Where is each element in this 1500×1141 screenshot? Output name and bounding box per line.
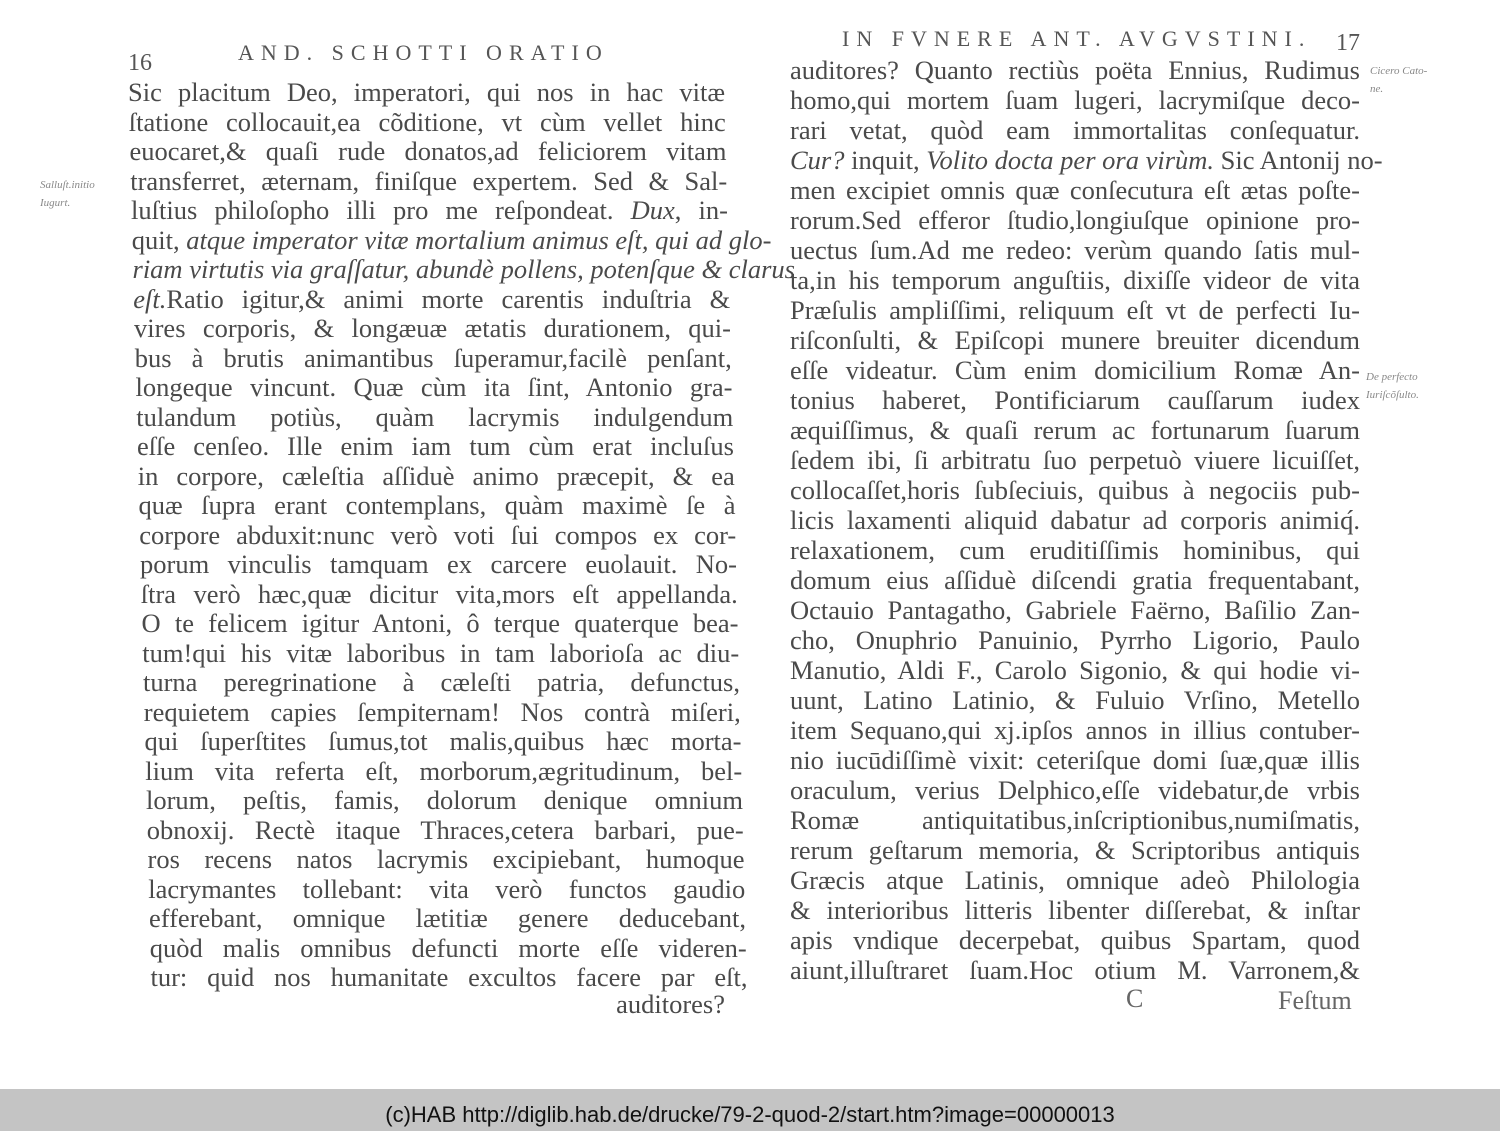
text-segment: qui ſuperſtites ſumus,tot malis,quibus hæc morta- bbox=[144, 726, 742, 756]
text-line bbox=[790, 535, 1360, 565]
text-line bbox=[790, 955, 1360, 985]
text-segment: , in- bbox=[674, 195, 728, 225]
margin-note-line: Iuriſcõſulto. bbox=[1366, 389, 1419, 401]
text-segment: ſtra verò hæc,quæ dicitur vita,mors eſt appellanda. bbox=[140, 578, 738, 609]
text-line bbox=[790, 145, 1383, 175]
text-segment: tulandum potiùs, quàm lacrymis indulgendum bbox=[136, 401, 734, 432]
text-segment: domum eius aſſiduè diſcendi gratia frequentabant, bbox=[790, 565, 1360, 595]
text-line bbox=[790, 715, 1360, 745]
text-line bbox=[790, 685, 1360, 715]
text-line bbox=[132, 254, 795, 284]
text-segment: in corpore, cæleſtia aſſiduè animo præcepit, & ea bbox=[137, 460, 735, 491]
text-line bbox=[790, 925, 1360, 955]
italic-text: Cur? bbox=[790, 145, 845, 175]
running-head: AND. SCHOTTI ORATIO bbox=[238, 40, 609, 65]
text-line bbox=[133, 284, 730, 314]
text-segment: efferebant, omnique lætitiæ genere deducebant, bbox=[149, 903, 746, 933]
text-line bbox=[140, 549, 737, 579]
text-line bbox=[129, 107, 726, 137]
text-line bbox=[130, 166, 727, 196]
text-line bbox=[134, 313, 731, 343]
page-number: 16 bbox=[128, 50, 152, 76]
text-segment: collocaſſet,horis ſubſeciuis, quibus à negociis pub- bbox=[790, 475, 1360, 505]
italic-text: Volito docta per ora virùm. bbox=[926, 145, 1215, 175]
text-line bbox=[142, 638, 739, 668]
margin-note-line: ne. bbox=[1370, 83, 1384, 95]
text-segment: Sic placitum Deo, imperatori, qui nos in hac vitæ bbox=[128, 77, 725, 107]
margin-note-line: Cicero Cato- bbox=[1370, 65, 1428, 77]
text-segment: lacrymantes tollebant: vita verò functos gaudio bbox=[148, 873, 746, 904]
text-segment: longeque vincunt. Quæ cùm ita ſint, Antonio gra- bbox=[135, 372, 733, 402]
text-segment: ſedem ibi, ſi arbitratu ſuo perpetuò viuere licuiſſet, bbox=[790, 445, 1360, 475]
text-segment: nio iucūdiſſimè vixit: ceteriſque domi ſuæ,quæ illis bbox=[790, 745, 1360, 775]
text-segment: Octauio Pantagatho, Gabriele Faërno, Baſilio Zan- bbox=[790, 595, 1360, 625]
text-line bbox=[790, 295, 1360, 325]
text-line bbox=[142, 608, 739, 638]
text-segment: lium vita referta eſt, morborum,ægritudinum, bel- bbox=[145, 755, 743, 786]
text-segment: Sic Antonij no- bbox=[1214, 145, 1383, 175]
text-segment: men excipiet omnis quæ conſecutura eſt ætas poſte- bbox=[790, 175, 1360, 205]
text-line bbox=[147, 815, 744, 845]
text-segment: eſſe cenſeo. Ille enim iam tum cùm erat incluſus bbox=[137, 431, 734, 461]
text-line bbox=[790, 865, 1360, 895]
text-line bbox=[790, 55, 1360, 85]
text-line bbox=[136, 402, 733, 432]
text-line bbox=[790, 595, 1360, 625]
text-segment: requietem capies ſempiternam! Nos contrà miſeri, bbox=[143, 696, 741, 727]
running-head: IN FVNERE ANT. AVGVSTINI. bbox=[842, 26, 1312, 51]
text-line bbox=[790, 475, 1360, 505]
text-segment: quòd malis omnibus defuncti morte eſſe videren- bbox=[149, 932, 747, 963]
text-line bbox=[131, 224, 772, 255]
text-segment: uectus ſum.Ad me redeo: verùm quando ſatis mul- bbox=[790, 235, 1360, 265]
text-segment: rerum geſtarum memoria, & Scriptoribus antiquis bbox=[790, 835, 1360, 865]
text-segment: & interioribus litteris libenter diſſerebat, & inſtar bbox=[790, 895, 1360, 925]
text-segment: obnoxij. Rectè itaque Thraces,cetera barbari, pue- bbox=[146, 814, 744, 845]
margin-note-line: Salluſt.initio bbox=[40, 179, 95, 191]
text-line bbox=[790, 445, 1360, 475]
text-segment: tonius haberet, Pontificiarum cauſſarum iudex bbox=[790, 385, 1360, 415]
text-segment: cho, Onuphrio Panuinio, Pyrrho Ligorio, Paulo bbox=[790, 625, 1360, 655]
text-segment: ſtatione collocauit,ea cõditione, vt cùm vellet hinc bbox=[128, 106, 726, 137]
text-segment: Præſulis ampliſſimi, reliquum eſt vt de perfecti Iu- bbox=[790, 295, 1360, 325]
italic-text: riam virtutis via graſſatur, abundè pollens, potenſque & clarus bbox=[132, 254, 795, 284]
text-line bbox=[149, 903, 746, 933]
text-line bbox=[137, 431, 734, 461]
text-line bbox=[145, 756, 742, 786]
text-line: auditores? bbox=[616, 989, 725, 1019]
text-segment: tur: quid nos humanitate excultos facere par eſt, bbox=[150, 962, 748, 992]
text-segment: corpore abduxit:nunc verò voti ſui compos ex cor- bbox=[139, 519, 737, 550]
text-line bbox=[790, 895, 1360, 925]
text-line bbox=[150, 933, 747, 963]
text-segment: bus à brutis animantibus ſuperamur,facilè penſant, bbox=[134, 342, 732, 373]
text-segment: O te felicem igitur Antoni, ô terque quaterque bea- bbox=[141, 608, 739, 638]
text-line bbox=[790, 505, 1360, 535]
text-line bbox=[790, 565, 1360, 595]
italic-text: Dux bbox=[630, 195, 675, 225]
text-segment: quit, bbox=[131, 224, 187, 255]
text-line bbox=[145, 726, 742, 756]
text-segment: Romæ antiquitatibus,inſcriptionibus,numiſmatis, bbox=[790, 805, 1360, 835]
text-segment: quæ ſupra erant contemplans, quàm maximè ſe à bbox=[138, 490, 736, 520]
margin-note bbox=[1366, 368, 1419, 404]
text-line bbox=[790, 805, 1360, 835]
text-line bbox=[790, 385, 1360, 415]
text-segment: vires corporis, & longæuæ ætatis durationem, qui- bbox=[134, 313, 731, 343]
text-line bbox=[148, 874, 745, 904]
text-line bbox=[790, 415, 1360, 445]
text-line bbox=[790, 835, 1360, 865]
text-segment: Ratio igitur,& animi morte carentis induſtria & bbox=[166, 283, 731, 314]
text-segment: rari vetat, quòd eam immortalitas conſequatur. bbox=[790, 115, 1360, 145]
text-segment: Græcis atque Latinis, omnique adeò Philologia bbox=[790, 865, 1360, 895]
text-line bbox=[148, 844, 745, 874]
text-segment: transferret, æternam, finiſque expertem. Sed & Sal- bbox=[130, 165, 728, 196]
margin-note bbox=[40, 176, 95, 212]
text-line bbox=[790, 235, 1360, 265]
signature-mark: C bbox=[1126, 984, 1144, 1013]
text-segment: turna peregrinatione à cæleſti patria, defunctus, bbox=[143, 667, 740, 697]
text-segment: apis vndique decerpebat, quibus Spartam, quod bbox=[790, 925, 1360, 955]
text-line bbox=[790, 175, 1360, 205]
text-line bbox=[146, 785, 743, 815]
text-segment: luſtius philoſopho illi pro me reſpondeat. bbox=[131, 195, 631, 225]
text-segment: rorum.Sed efferor ſtudio,longiuſque opinione pro- bbox=[790, 205, 1360, 235]
text-segment: eſſe videatur. Cùm enim domicilium Romæ An- bbox=[790, 355, 1360, 385]
text-segment: euocaret,& quaſi rude donatos,ad feliciorem vitam bbox=[129, 136, 727, 166]
text-segment: auditores? Quanto rectiùs poëta Ennius, Rudimus bbox=[790, 55, 1360, 85]
text-segment: relaxationem, cum eruditiſſimis hominibus, qui bbox=[790, 535, 1360, 565]
text-line bbox=[151, 962, 748, 992]
text-segment: homo,qui mortem ſuam lugeri, lacrymiſque deco- bbox=[790, 85, 1360, 115]
text-line bbox=[790, 655, 1360, 685]
text-segment: ta,in his temporum anguſtiis, dixiſſe videor de vita bbox=[790, 265, 1360, 295]
margin-note bbox=[1370, 62, 1427, 98]
text-line bbox=[790, 745, 1360, 775]
text-line bbox=[790, 775, 1360, 805]
text-segment: licis laxamenti aliquid dabatur ad corporis animiq́. bbox=[790, 505, 1360, 535]
text-line bbox=[790, 325, 1360, 355]
text-segment: æquiſſimus, & quaſi rerum ac fortunarum ſuarum bbox=[790, 415, 1360, 445]
text-line bbox=[136, 372, 733, 402]
text-segment: lorum, peſtis, famis, dolorum denique omnium bbox=[146, 785, 743, 815]
text-segment: riſconſulti, & Epiſcopi munere breuiter dicendum bbox=[790, 325, 1360, 355]
right-page bbox=[750, 0, 1500, 1089]
text-segment: inquit, bbox=[844, 145, 927, 175]
text-line bbox=[790, 115, 1360, 145]
text-line bbox=[143, 667, 740, 697]
text-line bbox=[790, 85, 1360, 115]
text-segment: oraculum, verius Delphico,eſſe videbatur,de vrbis bbox=[790, 775, 1360, 805]
text-line bbox=[790, 205, 1360, 235]
text-line bbox=[790, 355, 1360, 385]
text-line bbox=[138, 461, 735, 491]
text-line bbox=[790, 625, 1360, 655]
italic-text: eſt. bbox=[133, 283, 167, 314]
text-line bbox=[790, 265, 1360, 295]
margin-note-line: De perfecto bbox=[1366, 371, 1418, 383]
text-line bbox=[131, 195, 728, 225]
page-number: 17 bbox=[1336, 30, 1360, 56]
text-line bbox=[144, 697, 741, 727]
text-segment: tum!qui his vitæ laboribus in tam laborioſa ac diu- bbox=[142, 637, 740, 668]
text-segment: ros recens natos lacrymis excipiebant, humoque bbox=[147, 844, 745, 874]
text-segment: item Sequano,qui xj.ipſos annos in illius contuber- bbox=[790, 715, 1360, 745]
text-line bbox=[130, 136, 727, 166]
text-segment: aiunt,illuſtraret ſuam.Hoc otium M. Varronem,& bbox=[790, 955, 1360, 985]
text-segment: porum vinculis tamquam ex carcere euolauit. No- bbox=[140, 549, 737, 579]
text-segment: Manutio, Aldi F., Carolo Sigonio, & qui hodie vi- bbox=[790, 655, 1360, 685]
text-line bbox=[139, 490, 736, 520]
catchword: Feſtum bbox=[1278, 986, 1352, 1015]
text-line bbox=[135, 343, 732, 373]
text-segment: uunt, Latino Latinio, & Fuluio Vrſino, Metello bbox=[790, 685, 1360, 715]
copyright-footer: (c)HAB http://diglib.hab.de/drucke/79-2-quod-2/start.htm?image=00000013 bbox=[0, 1089, 1500, 1131]
margin-note-line: Iugurt. bbox=[40, 197, 71, 209]
italic-text: atque imperator vitæ mortalium animus eſt, qui ad glo- bbox=[186, 224, 772, 255]
text-line bbox=[139, 520, 736, 550]
text-line bbox=[128, 77, 725, 107]
text-line bbox=[141, 579, 738, 609]
